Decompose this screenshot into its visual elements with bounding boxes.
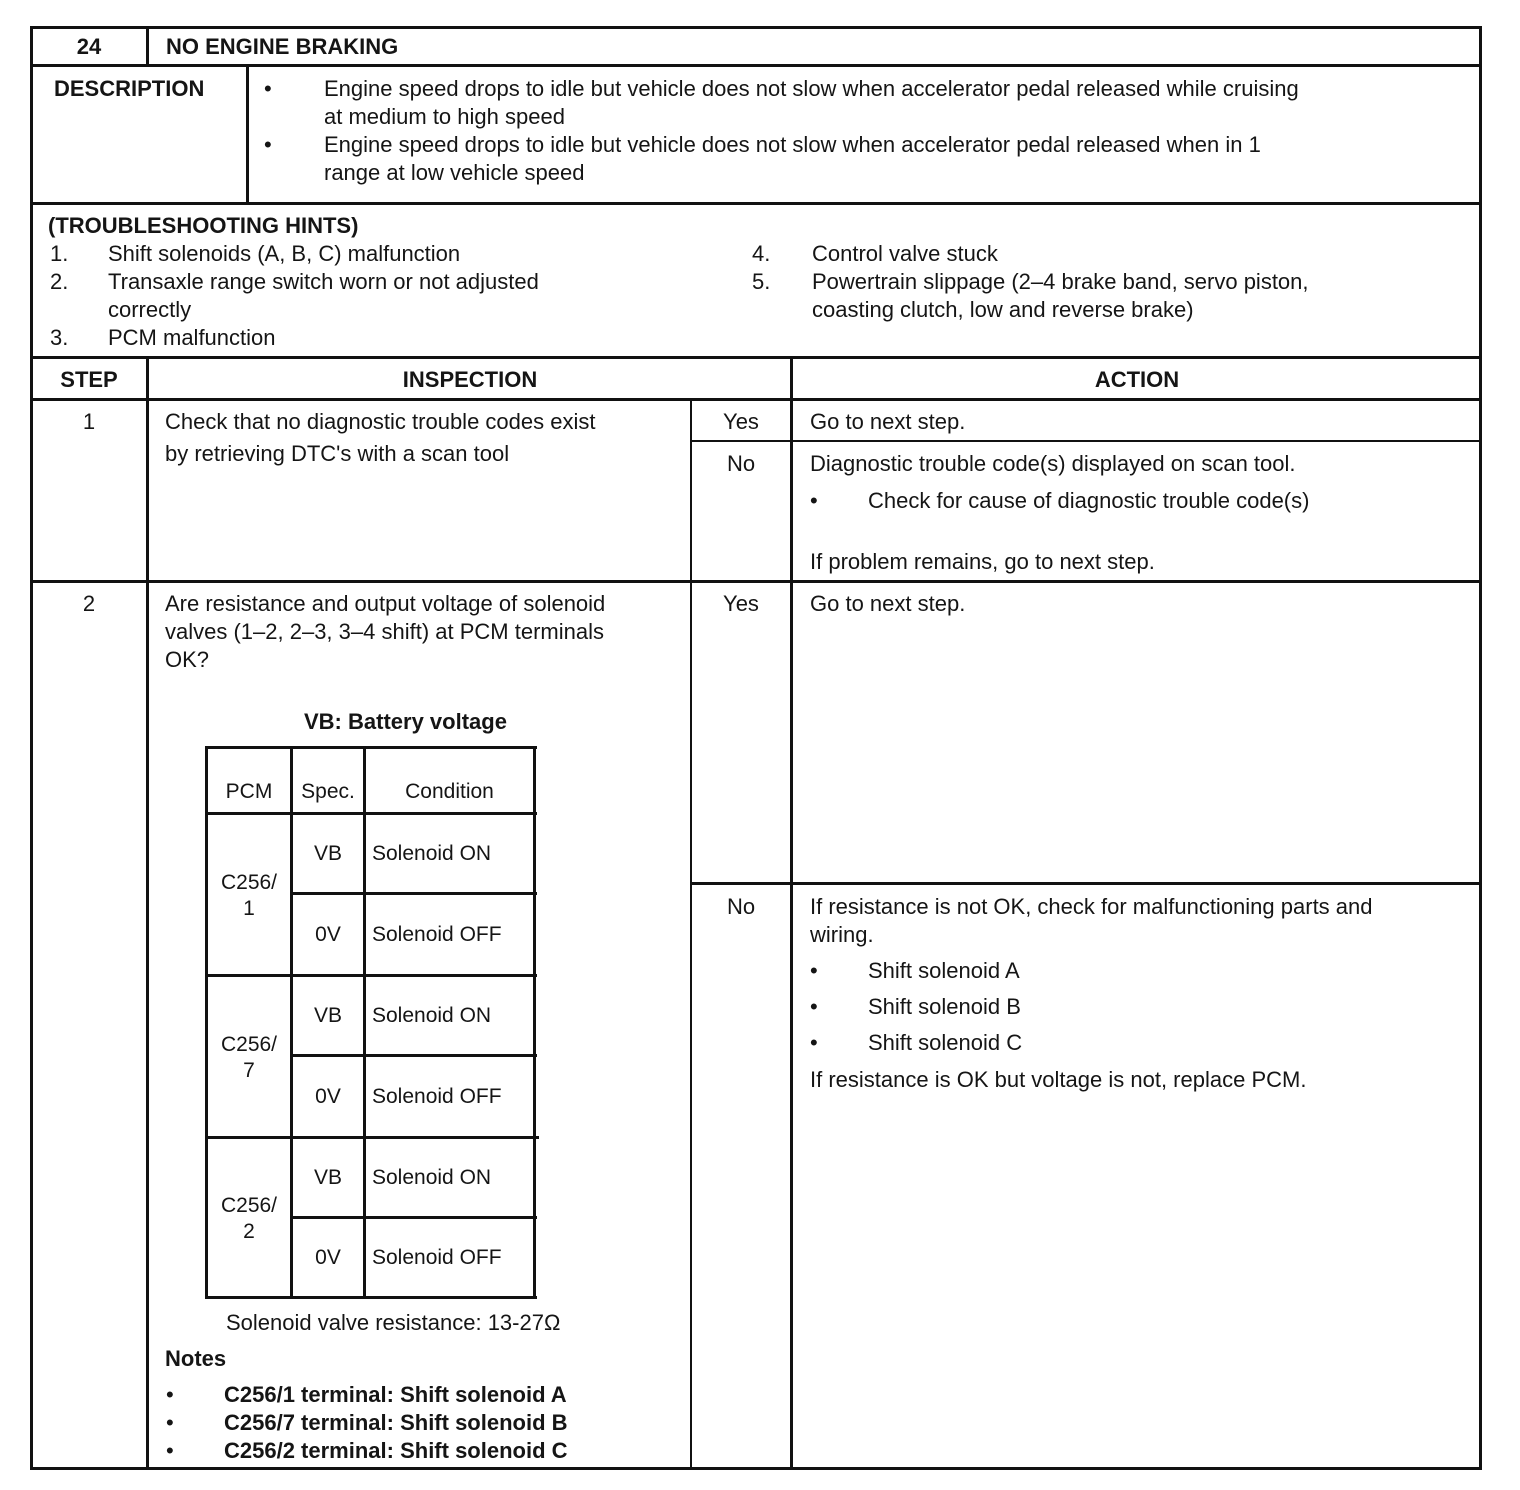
pcm-terminal-2-line2: 2 xyxy=(243,1220,255,1243)
table-rule xyxy=(205,1296,537,1299)
column-header-inspection: INSPECTION xyxy=(402,367,538,392)
step-2-inspection-line2: valves (1–2, 2–3, 3–4 shift) at PCM terminals xyxy=(165,619,604,644)
hint-2-number: 2. xyxy=(50,269,69,294)
step-2-no-label: No xyxy=(726,894,756,919)
step-2-no-action-line2: wiring. xyxy=(810,922,874,947)
step-2-inspection-line1: Are resistance and output voltage of solenoid xyxy=(165,591,606,616)
spec-value: VB xyxy=(313,842,342,865)
table-header-spec: Spec. xyxy=(301,780,355,803)
step-2-yes-label: Yes xyxy=(723,591,759,616)
condition-value: Solenoid ON xyxy=(372,1166,492,1189)
bullet-icon: • xyxy=(810,994,818,1019)
hint-1-text: Shift solenoids (A, B, C) malfunction xyxy=(108,241,461,266)
table-header-pcm: PCM xyxy=(225,780,273,803)
rule-columns xyxy=(30,398,1482,401)
hint-3-text: PCM malfunction xyxy=(108,325,276,350)
hint-2-text: Transaxle range switch worn or not adjusted xyxy=(108,269,539,294)
hint-2-text-cont: correctly xyxy=(108,297,192,322)
rule-action-col xyxy=(790,356,793,1470)
battery-voltage-caption: VB: Battery voltage xyxy=(304,709,507,734)
column-header-step: STEP xyxy=(60,367,118,392)
bullet-icon: • xyxy=(166,1382,174,1407)
hint-3-number: 3. xyxy=(50,325,69,350)
table-rule xyxy=(205,974,537,977)
bullet-icon: • xyxy=(264,76,272,101)
rule-step1-yes xyxy=(692,440,1482,442)
bullet-icon: • xyxy=(810,488,818,513)
condition-value: Solenoid OFF xyxy=(372,1246,502,1269)
step-1-yes-label: Yes xyxy=(723,409,759,434)
hint-1-number: 1. xyxy=(50,241,69,266)
step-1-no-action-line3: If problem remains, go to next step. xyxy=(810,549,1155,574)
step-2-inspection-line3: OK? xyxy=(165,647,210,672)
table-header-condition: Condition xyxy=(405,780,494,803)
condition-value: Solenoid ON xyxy=(372,842,492,865)
problem-title: NO ENGINE BRAKING xyxy=(166,34,399,59)
pcm-terminal-2-line1: C256/ xyxy=(220,1194,278,1217)
spec-value: VB xyxy=(313,1166,342,1189)
hint-4-number: 4. xyxy=(752,241,771,266)
pcm-terminal-1-line2: 1 xyxy=(243,897,255,920)
table-rule xyxy=(363,746,366,1299)
table-rule xyxy=(291,1054,537,1057)
column-header-action: ACTION xyxy=(1094,367,1180,392)
bullet-icon: • xyxy=(810,958,818,983)
condition-value: Solenoid OFF xyxy=(372,923,502,946)
pcm-terminal-1-line1: C256/ xyxy=(220,871,278,894)
hint-5-text-cont: coasting clutch, low and reverse brake) xyxy=(812,297,1194,322)
solenoid-resistance-spec: Solenoid valve resistance: 13-27Ω xyxy=(226,1310,561,1335)
step-2-no-action-bullet-1: Shift solenoid A xyxy=(868,958,1020,983)
table-rule xyxy=(205,812,537,815)
hints-title: (TROUBLESHOOTING HINTS) xyxy=(48,213,359,238)
step-1-inspection-line1: Check that no diagnostic trouble codes exist xyxy=(165,409,596,434)
spec-value: 0V xyxy=(315,1085,341,1108)
note-2: C256/7 terminal: Shift solenoid B xyxy=(224,1410,568,1435)
description-label: DESCRIPTION xyxy=(54,76,205,101)
step-1-number: 1 xyxy=(82,409,96,434)
note-1: C256/1 terminal: Shift solenoid A xyxy=(224,1382,567,1407)
table-rule xyxy=(205,1136,539,1139)
notes-title: Notes xyxy=(165,1346,227,1371)
step-2-no-action-bullet-3: Shift solenoid C xyxy=(868,1030,1023,1055)
bullet-icon: • xyxy=(166,1410,174,1435)
spec-value: 0V xyxy=(315,923,341,946)
step-1-inspection-line2: by retrieving DTC's with a scan tool xyxy=(165,441,510,466)
bullet-icon: • xyxy=(264,132,272,157)
condition-value: Solenoid OFF xyxy=(372,1085,502,1108)
step-1-no-action-line1: Diagnostic trouble code(s) displayed on scan tool. xyxy=(810,451,1296,476)
rule-step-col xyxy=(146,356,149,1470)
pcm-terminal-7-line1: C256/ xyxy=(220,1033,278,1056)
hint-5-text: Powertrain slippage (2–4 brake band, servo piston, xyxy=(812,269,1309,294)
description-item-1-line1: Engine speed drops to idle but vehicle does not slow when accelerator pedal released while cruising xyxy=(324,76,1299,101)
step-2-no-action-line1: If resistance is not OK, check for malfunctioning parts and xyxy=(810,894,1373,919)
table-rule xyxy=(291,1216,537,1219)
hint-4-text: Control valve stuck xyxy=(812,241,998,266)
description-item-1-line2: at medium to high speed xyxy=(324,104,565,129)
rule-yesno-col xyxy=(690,398,692,1470)
step-2-yes-action: Go to next step. xyxy=(810,591,966,616)
table-rule xyxy=(533,746,536,1299)
table-rule xyxy=(291,892,537,895)
spec-value: VB xyxy=(313,1004,342,1027)
rule-step1 xyxy=(30,580,1482,583)
rule-step2-yes xyxy=(692,882,1482,885)
step-1-no-action-bullet: Check for cause of diagnostic trouble code(s) xyxy=(868,488,1310,513)
description-item-2-line2: range at low vehicle speed xyxy=(324,160,585,185)
description-item-2-line1: Engine speed drops to idle but vehicle does not slow when accelerator pedal released when in 1 xyxy=(324,132,1261,157)
bullet-icon: • xyxy=(166,1438,174,1463)
hint-5-number: 5. xyxy=(752,269,771,294)
step-1-no-label: No xyxy=(726,451,756,476)
step-2-no-action-bullet-2: Shift solenoid B xyxy=(868,994,1021,1019)
note-3: C256/2 terminal: Shift solenoid C xyxy=(224,1438,568,1463)
bullet-icon: • xyxy=(810,1030,818,1055)
step-2-no-action-last: If resistance is OK but voltage is not, replace PCM. xyxy=(810,1067,1307,1092)
condition-value: Solenoid ON xyxy=(372,1004,492,1027)
rule-hints xyxy=(30,356,1482,359)
pcm-terminal-7-line2: 7 xyxy=(243,1059,255,1082)
step-1-yes-action: Go to next step. xyxy=(810,409,966,434)
table-rule xyxy=(205,746,537,749)
step-2-number: 2 xyxy=(82,591,96,616)
problem-number: 24 xyxy=(76,34,102,59)
rule-description-divider xyxy=(246,64,249,204)
spec-value: 0V xyxy=(315,1246,341,1269)
